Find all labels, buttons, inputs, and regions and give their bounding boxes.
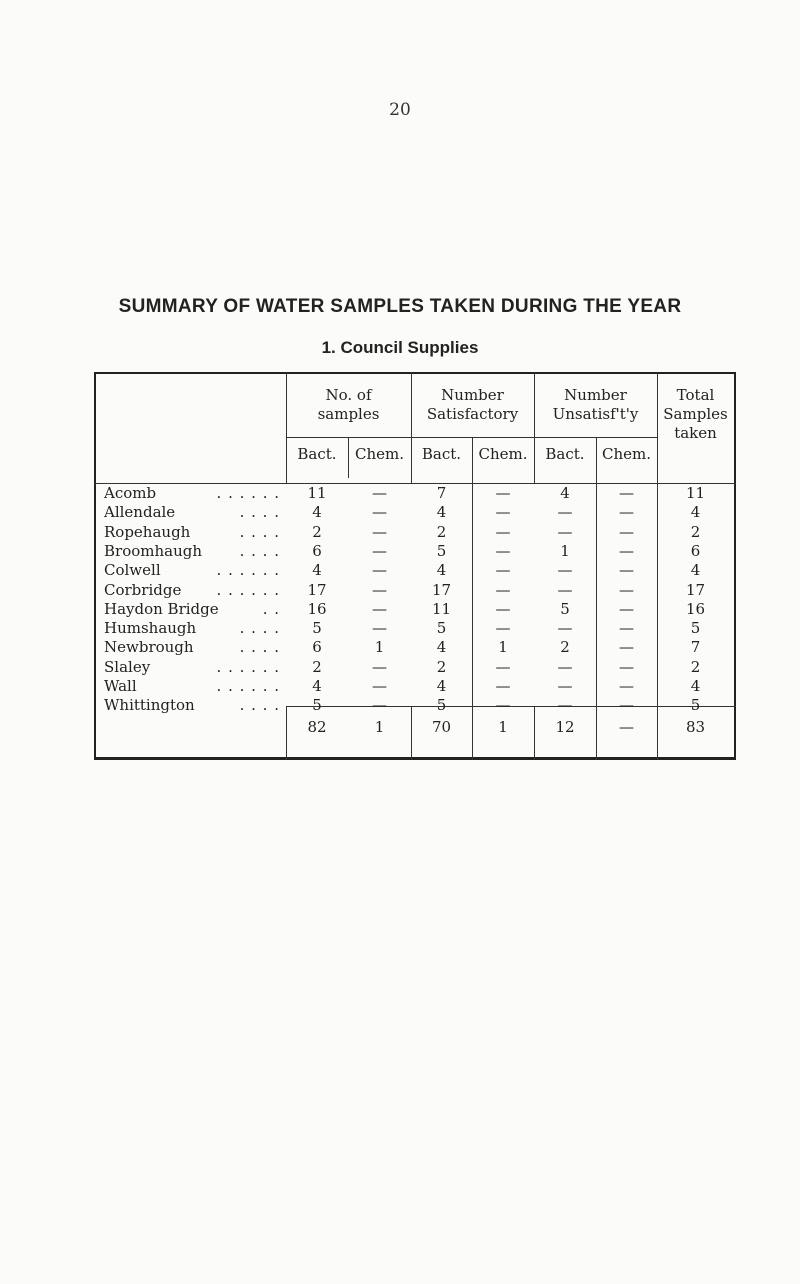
row-value-cell: 5 [436,541,447,560]
row-value-cell: 5 [690,696,701,715]
row-value-cell: 4 [312,677,322,695]
row-supply-name: Humshaugh [104,619,197,638]
row-value-cell: — [619,561,634,580]
row-value-cell: 2 [690,657,701,676]
row-supply-name: Whittington [104,696,195,715]
row-value-cell: — [495,541,511,560]
row-value-cell: 4 [436,677,447,695]
row-value-cell: 2 [436,657,447,676]
row-value-cell: 5 [436,619,447,638]
row-value-cell: — [619,503,634,522]
row-leader-dots: . . . . . . [216,580,280,599]
table-border-top [94,372,736,374]
row-value-cell: — [619,484,634,502]
row-supply-name: Allendale [104,503,176,522]
subheader-chem: Chem. [478,445,528,463]
row-value-cell: 16 [685,599,706,618]
row-value-cell: — [557,696,573,715]
row-value-cell: 4 [436,638,447,657]
row-value-cell: — [495,522,511,541]
row-leader-dots: . . . . [239,619,280,638]
row-value-cell: 7 [436,484,447,502]
table-row [94,523,736,542]
row-supply-name: Ropehaugh [104,522,191,541]
table-row [94,658,736,677]
header-number-unsatisfactory: Number Unsatisf't'y [552,386,639,423]
row-value-cell: 11 [685,484,706,502]
row-value-cell: 4 [312,503,322,522]
row-value-cell: — [557,677,573,695]
row-value-cell: — [619,657,634,676]
total-cell: 1 [374,718,385,736]
row-supply-name: Haydon Bridge [104,599,219,618]
row-value-cell: — [372,484,387,502]
row-value-cell: — [495,599,511,618]
row-value-cell: 4 [436,503,447,522]
row-value-cell: — [372,599,387,618]
subheader-bact: Bact. [545,445,585,463]
row-supply-name: Broomhaugh [104,541,203,560]
row-value-cell: — [372,561,387,580]
row-value-cell: 5 [312,696,322,715]
table-row [94,619,736,638]
row-supply-name: Wall [104,677,137,695]
row-leader-dots: . . . . . . [216,677,280,695]
total-cell: 83 [685,718,706,736]
subheader-bact: Bact. [297,445,337,463]
row-value-cell: 1 [560,541,570,560]
row-value-cell: — [557,619,573,638]
page-title: SUMMARY OF WATER SAMPLES TAKEN DURING THE YEAR [118,296,682,317]
subheader-bact: Bact. [421,445,462,463]
row-value-cell: 4 [436,561,447,580]
row-value-cell: — [495,677,511,695]
row-value-cell: — [619,696,634,715]
row-leader-dots: . . . . [239,503,280,522]
row-value-cell: — [495,503,511,522]
row-value-cell: — [557,503,573,522]
section-subtitle: 1. Council Supplies [321,338,479,357]
row-value-cell: 5 [436,696,447,715]
row-value-cell: — [495,561,511,580]
subheader-chem: Chem. [354,445,404,463]
row-value-cell: 17 [685,580,706,599]
row-value-cell: 2 [690,522,701,541]
row-value-cell: — [495,696,511,715]
row-value-cell: — [619,638,634,657]
totals-row [94,718,736,738]
row-value-cell: — [619,522,634,541]
row-value-cell: — [372,619,387,638]
row-value-cell: 2 [436,522,447,541]
row-value-cell: 1 [374,638,385,657]
header-total-samples: Total Samples taken [663,386,728,442]
row-value-cell: — [495,657,511,676]
total-cell: 70 [431,718,452,736]
row-value-cell: 1 [498,638,508,657]
row-value-cell: — [619,619,634,638]
row-supply-name: Newbrough [104,638,194,657]
row-leader-dots: . . . . [239,696,280,715]
row-value-cell: 11 [307,484,327,502]
row-value-cell: 6 [690,541,701,560]
table-row [94,484,736,503]
row-value-cell: 5 [560,599,570,618]
table-row [94,542,736,561]
row-value-cell: — [619,677,634,695]
row-value-cell: — [372,657,387,676]
total-cell: 1 [498,718,508,736]
header-number-satisfactory: Number Satisfactory [426,386,519,423]
row-supply-name: Acomb [104,484,157,502]
row-value-cell: 2 [312,657,322,676]
subheader-chem: Chem. [601,445,651,463]
row-value-cell: 2 [312,522,322,541]
row-value-cell: — [495,580,511,599]
row-leader-dots: . . [262,599,280,618]
row-value-cell: 4 [560,484,570,502]
row-value-cell: — [557,522,573,541]
row-value-cell: — [372,522,387,541]
table-row [94,638,736,657]
table-row [94,581,736,600]
water-samples-table [94,372,736,760]
row-value-cell: — [372,677,387,695]
row-value-cell: 16 [307,599,327,618]
row-value-cell: 6 [312,638,322,657]
row-value-cell: 2 [560,638,570,657]
row-value-cell: — [619,599,634,618]
row-value-cell: — [619,580,634,599]
row-value-cell: 17 [307,580,327,599]
table-border-bottom [94,757,736,760]
row-leader-dots: . . . . [239,522,280,541]
total-cell: 82 [307,718,327,736]
row-value-cell: — [372,541,387,560]
row-value-cell: 11 [431,599,452,618]
header-no-of-samples: No. of samples [317,386,380,423]
row-value-cell: — [557,580,573,599]
row-value-cell: 17 [431,580,452,599]
row-supply-name: Corbridge [104,580,182,599]
row-value-cell: 4 [690,677,701,695]
row-value-cell: — [557,561,573,580]
page-number: 20 [389,100,411,120]
row-value-cell: 4 [690,561,701,580]
row-leader-dots: . . . . [239,541,280,560]
row-value-cell: — [495,619,511,638]
row-value-cell: — [619,541,634,560]
row-value-cell: 5 [312,619,322,638]
row-supply-name: Slaley [104,657,151,676]
row-value-cell: 4 [690,503,701,522]
row-leader-dots: . . . . . . [216,484,280,502]
row-value-cell: — [372,503,387,522]
row-value-cell: — [372,696,387,715]
row-value-cell: — [495,484,511,502]
row-value-cell: 7 [690,638,701,657]
table-row [94,503,736,522]
row-value-cell: — [557,657,573,676]
row-supply-name: Colwell [104,561,161,580]
table-row [94,677,736,696]
row-value-cell: 5 [690,619,701,638]
row-value-cell: 6 [312,541,322,560]
row-value-cell: — [372,580,387,599]
row-leader-dots: . . . . . . [216,657,280,676]
row-leader-dots: . . . . . . [216,561,280,580]
total-cell: — [619,718,634,736]
header-divider [286,437,657,438]
table-row [94,600,736,619]
row-leader-dots: . . . . [239,638,280,657]
table-row [94,561,736,580]
row-value-cell: 4 [312,561,322,580]
table-row [94,696,736,715]
total-cell: 12 [555,718,575,736]
